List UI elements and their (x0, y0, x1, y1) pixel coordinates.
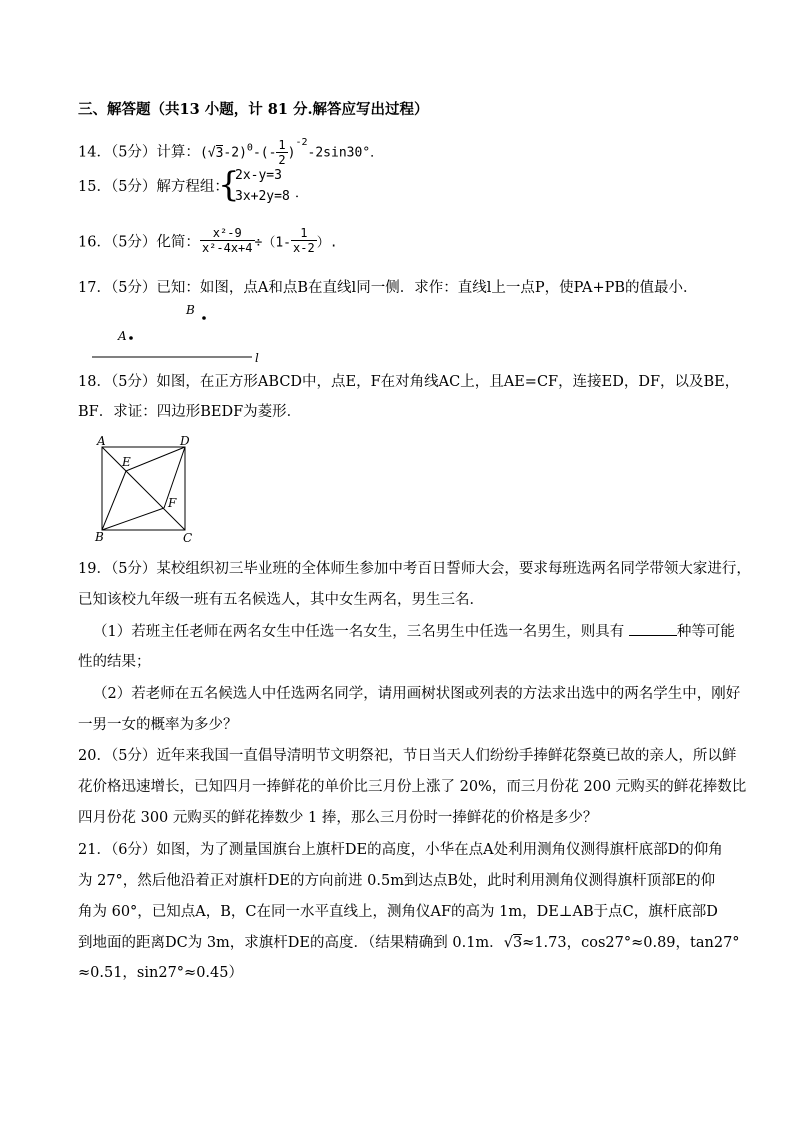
question-19-sub1-cont: 性的结果； (78, 654, 151, 670)
question-21-line1: 21．（6分）如图，为了测量国旗台上旗杆DE的高度，小华在点A处利用测角仪测得旗杆底部D的仰角 (78, 842, 723, 858)
q15-number: 15．（5分）解方程组： (78, 179, 229, 195)
q18-label-b: B (95, 530, 104, 544)
q21-sqrt-sign: √ (503, 935, 513, 951)
q16-fraction-1 (200, 226, 255, 255)
q16-f2-den: x-2 (293, 241, 315, 255)
q14-radicand: 3 (215, 145, 224, 161)
q16-number: 16．（5分）化简： (78, 234, 200, 251)
question-15 (78, 177, 229, 197)
q18-label-a: A (97, 434, 106, 448)
question-20-line2: 花价格迅速增长，已知四月一捧鲜花的单价比三月份上涨了 20%，而三月份花 200 元购买的鲜花捧数比 (78, 779, 747, 795)
q16-mid: ÷（1- (254, 235, 291, 251)
q17-figure (88, 298, 278, 364)
q14-number: 14．（5分）计算： (78, 144, 200, 161)
q18-label-f: F (168, 496, 177, 510)
q17-label-a: A (118, 329, 127, 343)
q18-segment-be (102, 471, 126, 530)
q18-figure (92, 433, 202, 545)
q21-line4-b: ≈1.73，cos27°≈0.89，tan27° (522, 935, 740, 951)
question-21-line4 (78, 933, 740, 953)
q19-sub1-b: 种等可能 (676, 624, 735, 640)
section-title: 三、解答题（共13 小题，计 81 分.解答应写出过程） (78, 101, 429, 118)
q14-exponent-neg2: -2 (295, 136, 308, 148)
q17-point-b (202, 316, 206, 320)
q14-expr-b: -2) (223, 145, 247, 161)
question-18-line1: 18．（5分）如图，在正方形ABCD中，点E，F在对角线AC上，且AE=CF，连接ED，DF，以及BE， (78, 374, 740, 390)
q18-label-c: C (183, 531, 193, 545)
question-17: 17．（5分）已知：如图，点A和点B在直线l同一侧．求作：直线l上一点P，使PA+PB的值最小． (78, 280, 698, 296)
q15-eq2: 3x+2y=8 (235, 189, 290, 204)
q16-num: x²-9 (200, 226, 255, 241)
question-14 (78, 138, 383, 167)
question-16 (78, 228, 338, 257)
q17-label-b: B (186, 303, 195, 317)
q15-brace: { (218, 165, 240, 205)
q14-frac-den: 2 (278, 153, 286, 167)
q14-exponent-0: 0 (246, 142, 253, 154)
q21-line4-a: 到地面的距离DC为 3m，求旗杆DE的高度．（结果精确到 0.1m． (78, 935, 504, 951)
q14-expr-d: ) (287, 145, 296, 161)
q18-segment-ed (126, 447, 185, 471)
q18-segment-bf (102, 508, 164, 530)
question-21-line5: ≈0.51，sin27°≈0.45） (78, 965, 243, 981)
q14-fraction (276, 138, 287, 167)
q16-den: x²-4x+4 (201, 241, 253, 255)
q18-diagonal-ac (102, 447, 185, 530)
question-20-line3: 四月份花 300 元购买的鲜花捧数少 1 捧，那么三月份时一捧鲜花的价格是多少？ (78, 810, 598, 826)
question-19-line1: 19．（5分）某校组织初三毕业班的全体师生参加中考百日誓师大会，要求每班选两名同学带领大家进行， (78, 561, 751, 577)
q18-label-e: E (122, 455, 131, 469)
q21-radicand: 3 (512, 935, 523, 951)
question-19-sub1 (93, 621, 735, 642)
q18-label-d: D (180, 434, 190, 448)
question-20-line1: 20．（5分）近年来我国一直倡导清明节文明祭祀，节日当天人们纷纷手捧鲜花祭奠已故的亲人，所以鲜 (78, 748, 737, 764)
q14-sqrt-sign: √ (207, 145, 216, 161)
question-21-line2: 为 27°，然后他沿着正对旗杆DE的方向前进 0.5m到达点B处，此时利用测角仪测得旗杆顶部E的仰 (78, 873, 716, 889)
question-21-line3: 角为 60°，已知点A，B，C在同一水平直线上，测角仪AF的高为 1m，DE⊥AB于点C，旗杆底部D (78, 904, 718, 920)
q14-expr-a: ( (199, 145, 208, 161)
question-19-line2: 已知该校九年级一班有五名候选人，其中女生两名，男生三名． (78, 592, 484, 608)
question-19-sub2-cont: 一男一女的概率为多少？ (78, 717, 238, 733)
q16-fraction-2 (291, 226, 317, 255)
q14-expr-c: -(- (252, 145, 277, 161)
question-19-sub2: （2）若老师在五名候选人中任选两名同学，请用画树状图或列表的方法求出选中的两名学生中，刚好 (93, 686, 741, 702)
q14-frac-num: 1 (278, 138, 286, 152)
question-18-line2: BF．求证：四边形BEDF为菱形． (78, 404, 302, 420)
q15-eq1: 2x-y=3 (235, 168, 282, 183)
q17-label-l: l (255, 351, 259, 364)
q16-f2-num: 1 (291, 226, 317, 241)
q19-sub1-a: （1）若班主任老师在两名女生中任选一名女生，三名男生中任选一名男生，则具有 (93, 624, 625, 640)
q16-end: ）. (316, 235, 338, 251)
q14-expr-e: -2sin30°． (307, 145, 384, 161)
q19-answer-blank[interactable] (629, 621, 677, 636)
q15-end: ． (295, 186, 309, 201)
q17-point-a (129, 336, 133, 340)
